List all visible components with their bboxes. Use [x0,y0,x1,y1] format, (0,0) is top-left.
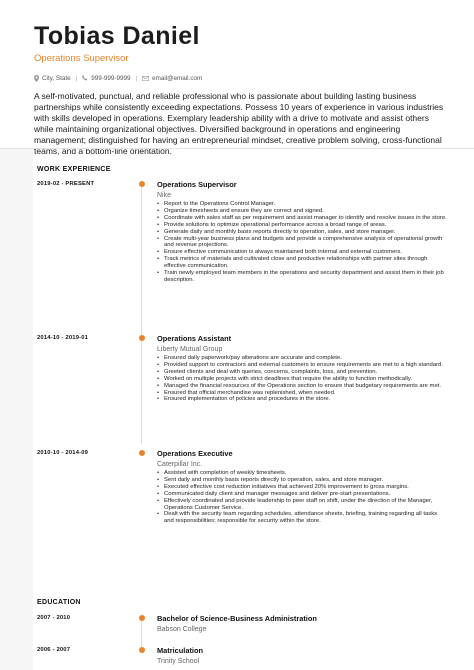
phone-text: 999-999-9999 [91,74,131,82]
timeline-dot [139,615,145,621]
bullet-item: • Coordinate with sales staff as per requirement and assist manager to identify and resolve issues in the store. [157,215,447,222]
entry-body [157,334,447,403]
location-pin-icon [34,75,39,82]
entry-organization: Trinity School [157,658,200,665]
entry-body [157,180,447,284]
entry-body [157,614,447,634]
bullet-item: • Create multi-year business plans and budgets and provide a comprehensive analysis of operational growth and revenue projections. [157,236,447,250]
section-divider [0,148,474,149]
contact-location [34,75,71,82]
bullet-item: • Ensure effective communication is always maintained both internal and external customers. [157,249,447,256]
bullet-item: • Organize timesheets and ensure they are correct and signed. [157,208,447,215]
bullet-item: • Ensured daily paperwork/pay alterations are accurate and complete. [157,355,447,362]
entry-organization: Liberty Mutual Group [157,346,223,353]
entry-date: 2007 - 2010 [37,615,71,621]
entry-role: Operations Supervisor [157,180,237,189]
timeline-dot [139,450,145,456]
contact-separator: | [75,74,78,82]
bullet-item: • Assisted with completion of weekly timesheets. [157,470,447,477]
bullet-item: • Communicated daily client and manager messages and deliver pre-start presentations. [157,491,447,498]
bullet-item: • Track metrics of materials and cultivated close and productive relationships with partner sites through effective communication. [157,256,447,270]
candidate-name: Tobias Daniel [34,22,200,50]
entry-organization: Babson College [157,626,207,633]
entry-organization: Caterpillar Inc. [157,461,203,468]
candidate-title: Operations Supervisor [34,53,129,64]
bullet-item: • Provided support to contractors and external customers to ensure requirements are met to a high standard. [157,362,447,369]
email-text[interactable]: email@email.com [152,74,203,82]
entry-role: Operations Executive [157,449,233,458]
education-heading: EDUCATION [37,599,81,606]
bullet-item: • Generate daily and monthly basis reports directly to operation, sales, and store manager. [157,229,447,236]
work-experience-heading: WORK EXPERIENCE [37,166,111,173]
entry-role: Bachelor of Science-Business Administration [157,614,317,623]
bullet-item: • Ensured implementation of policies and procedures in the store. [157,396,447,403]
bullet-item: • Executed effective cost reduction initiatives that achieved 20% improvement to gross margins. [157,484,447,491]
bullet-item: • Effectively coordinated and provide leadership to peer staff on shift, under the direction of the Manager, Operations Customer Service. [157,498,447,512]
entry-body [157,449,447,525]
entry-body [157,646,447,666]
entry-bullets [157,355,447,403]
contact-email[interactable] [142,75,202,82]
entry-date: 2019-02 - PRESENT [37,181,95,187]
bullet-item: • Ensured that official merchandise was replenished, when needed. [157,390,447,397]
contact-line [34,73,440,83]
entry-date: 2006 - 2007 [37,647,71,653]
entry-date: 2010-10 - 2014-09 [37,450,89,456]
timeline-dot [139,181,145,187]
bullet-item: • Report to the Operations Control Manager. [157,201,447,208]
professional-summary: A self-motivated, punctual, and reliable professional who is passionate about building lasting business partnerships while consistently exceeding expectations. Possess 10 years of experience in various industries with skills developed in operations. Exemplary leadership ability with a drive to motivate and assist others while maintaining organizational objectives. Diversified background in operations and engineering management; distinguished for having an entrepreneurial mindset, creative problem solving, cross-functional teams, and a bottom-line orientation. [34,91,444,157]
entry-date: 2014-10 - 2019-01 [37,335,89,341]
entry-role: Operations Assistant [157,334,232,343]
bullet-item: • Worked on multiple projects with strict deadlines that require the ability to function methodically. [157,376,447,383]
left-margin-shade [0,149,33,670]
bullet-item: • Managed the financial resources of the Operations section to ensure that budgetary requirements are met. [157,383,447,390]
timeline-connector [141,620,142,650]
entry-bullets [157,470,447,525]
resume-header [0,0,474,158]
bullet-item: • Greeted clients and deal with queries, concerns, complaints, loss, and prevention. [157,369,447,376]
timeline-connector [141,184,142,444]
contact-separator: | [135,74,138,82]
timeline-dot [139,335,145,341]
bullet-item: • Provide solutions to optimize operational performance across a broad range of areas. [157,222,447,229]
bullet-item: • Dealt with the security team regarding schedules, attendance sheets, briefing, training regarding all tasks and responsibilities; responsible for security within the store. [157,511,447,525]
email-icon [142,76,149,81]
bullet-item: • Sent daily and monthly basis reports directly to operation, sales, and store manager. [157,477,447,484]
entry-role: Matriculation [157,646,203,655]
bullet-item: • Train newly employed team members in the operations and security department and assist them in their job description. [157,270,447,284]
contact-phone [82,75,130,82]
entry-organization: Nike [157,192,172,199]
entry-bullets [157,201,447,284]
phone-icon [82,75,88,81]
timeline-dot [139,647,145,653]
location-text: City, State [42,74,71,82]
